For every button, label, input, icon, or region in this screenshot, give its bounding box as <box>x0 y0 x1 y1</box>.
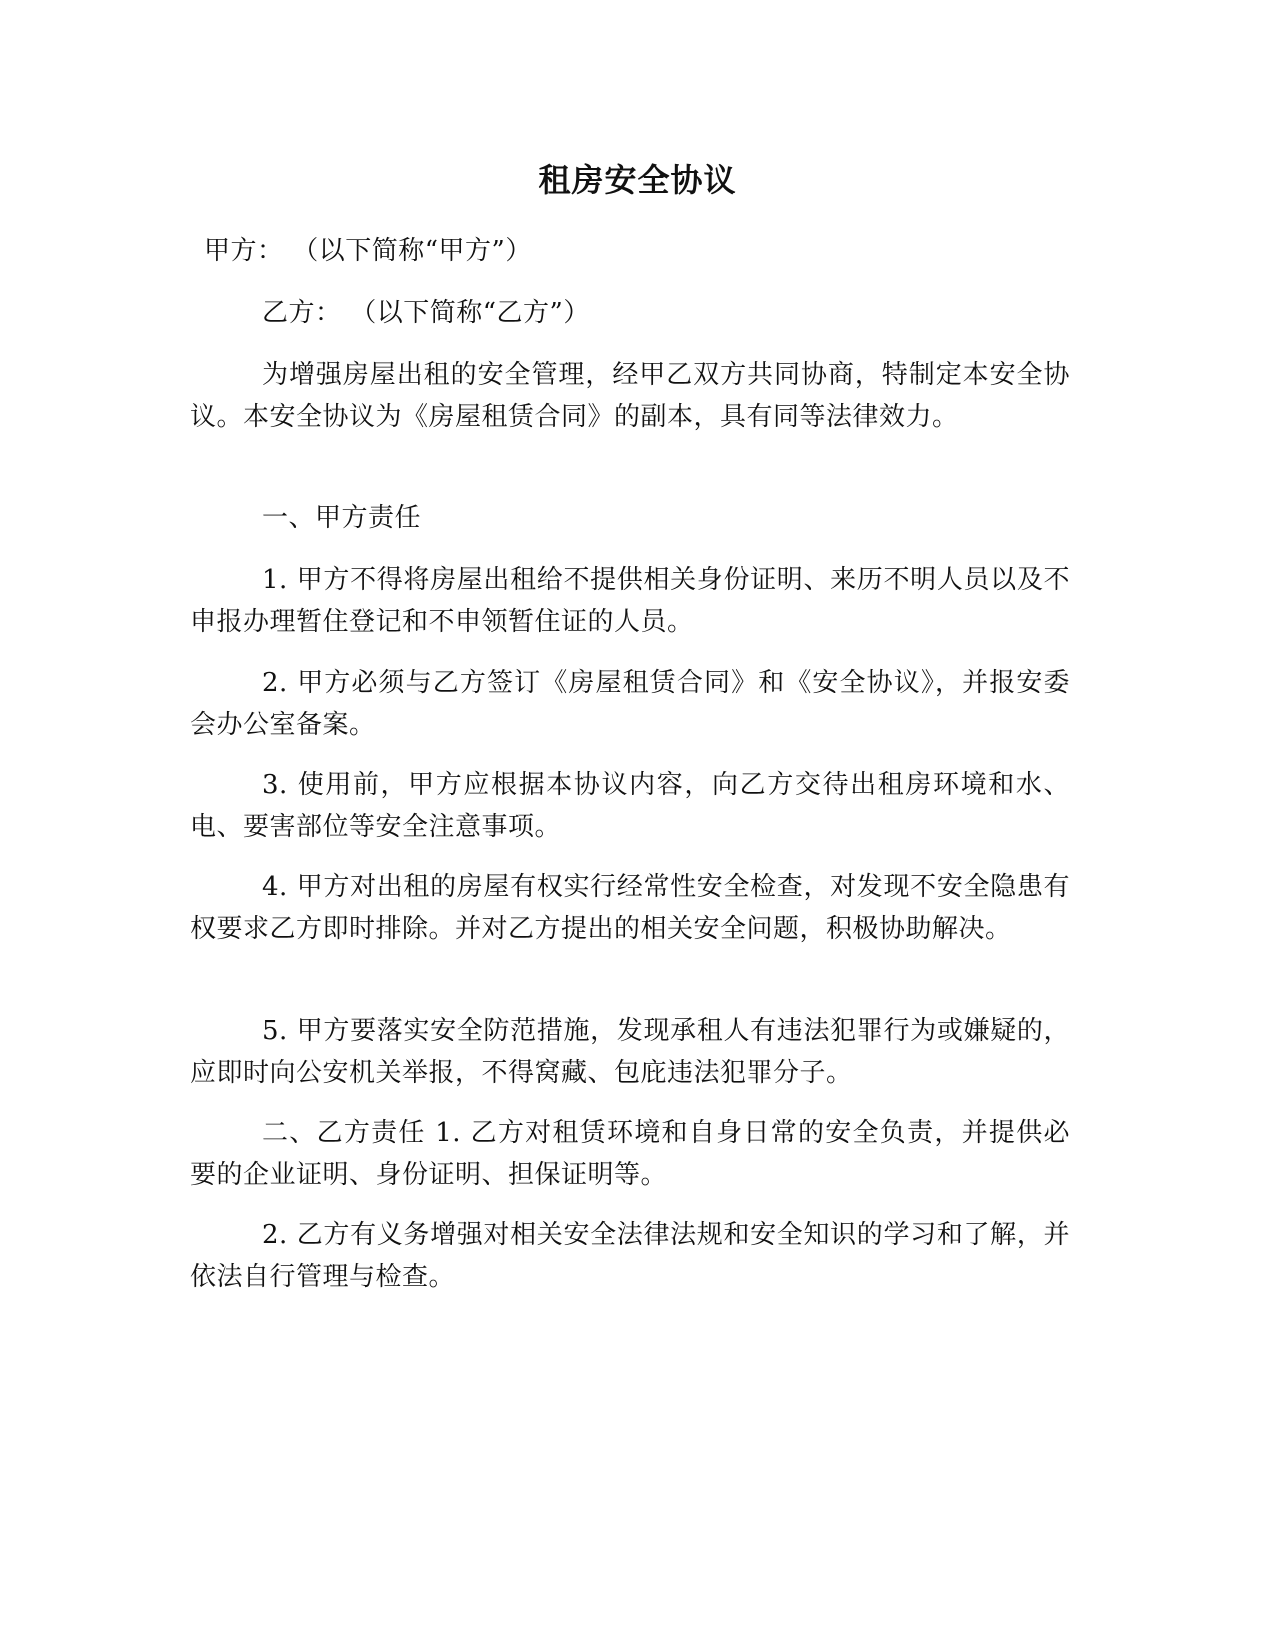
clause-a-4: 4. 甲方对出租的房屋有权实行经常性安全检查，对发现不安全隐患有权要求乙方即时排除。并对乙方提出的相关安全问题，积极协助解决。 <box>190 872 1070 944</box>
clause-a-2: 2. 甲方必须与乙方签订《房屋租赁合同》和《安全协议》，并报安委会办公室备案。 <box>190 668 1070 740</box>
section-party-b-clause-1: 二、乙方责任 1. 乙方对租赁环境和自身日常的安全负责，并提供必要的企业证明、身份证明、担保证明等。 <box>190 1118 1070 1190</box>
clause-b-2: 2. 乙方有义务增强对相关安全法律法规和安全知识的学习和了解，并依法自行管理与检查。 <box>190 1220 1070 1292</box>
clause-a-1: 1. 甲方不得将房屋出租给不提供相关身份证明、来历不明人员以及不申报办理暂住登记和不申领暂住证的人员。 <box>190 565 1070 637</box>
section-heading-party-a: 一、甲方责任 <box>262 503 422 533</box>
intro-paragraph: 为增强房屋出租的安全管理，经甲乙双方共同协商，特制定本安全协议。本安全协议为《房屋租赁合同》的副本，具有同等法律效力。 <box>190 360 1070 432</box>
clause-a-5: 5. 甲方要落实安全防范措施，发现承租人有违法犯罪行为或嫌疑的，应即时向公安机关举报，不得窝藏、包庇违法犯罪分子。 <box>190 1016 1070 1088</box>
clause-a-3: 3. 使用前，甲方应根据本协议内容，向乙方交待出租房环境和水、电、要害部位等安全注意事项。 <box>190 770 1070 842</box>
party-a-line: 甲方： （以下简称“甲方”） <box>204 236 532 266</box>
document-title: 租房安全协议 <box>538 161 737 199</box>
party-b-line: 乙方： （以下简称“乙方”） <box>262 298 590 328</box>
